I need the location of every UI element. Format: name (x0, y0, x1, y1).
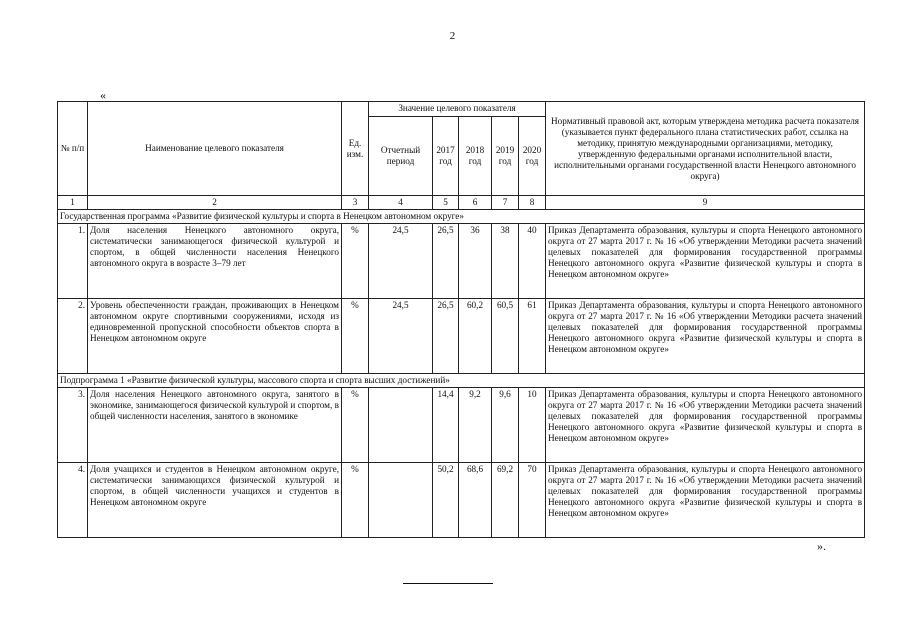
row-indicator-name: Доля населения Ненецкого автономного округа, занятого в экономике, занимающегося физической культурой и спортом, в общей численности населения, занятого в экономике (88, 388, 342, 463)
colnum-9: 9 (546, 196, 865, 210)
header-num: № п/п (58, 102, 88, 196)
row-2020-value: 70 (519, 463, 546, 538)
row-num: 2. (58, 299, 88, 374)
row-2019-value: 9,6 (492, 388, 519, 463)
row-unit: % (342, 388, 369, 463)
table-row (58, 463, 865, 538)
opening-quote: « (100, 88, 106, 102)
table-row (58, 299, 865, 374)
row-2018-value: 9,2 (459, 388, 492, 463)
row-2017-value: 26,5 (433, 299, 459, 374)
header-name: Наименование целевого показателя (88, 102, 342, 196)
target-indicators-table (57, 101, 865, 538)
row-legal-act: Приказ Департамента образования, культуры и спорта Ненецкого автономного округа от 27 марта 2017 г. № 16 «Об утверждении Методики расчета значений целевых показателей для формирования государственной программы Ненецкого автономного округа «Развитие физической культуры и спорта в Ненецком автономном округе» (546, 388, 865, 463)
header-2017: 2017 год (433, 117, 459, 196)
footer-divider (403, 583, 493, 584)
header-row-1 (58, 102, 865, 117)
row-report-value (369, 463, 433, 538)
row-legal-act: Приказ Департамента образования, культуры и спорта Ненецкого автономного округа от 27 марта 2017 г. № 16 «Об утверждении Методики расчета значений целевых показателей для формирования государственной программы Ненецкого автономного округа «Развитие физической культуры и спорта в Ненецком автономном округе» (546, 463, 865, 538)
table-row (58, 388, 865, 463)
row-report-value: 24,5 (369, 224, 433, 299)
section-title-subprogram: Подпрограмма 1 «Развитие физической культуры, массового спорта и спорта высших достижений» (58, 374, 865, 388)
page-number: 2 (449, 30, 456, 42)
row-unit: % (342, 299, 369, 374)
row-unit: % (342, 224, 369, 299)
header-legal-act: Нормативный правовой акт, которым утверждена методика расчета показателя (указывается пункт федерального плана статистических работ, ссылка на методику, принятую международными организациями, методику, утвержденную федеральными органами исполнительной власти, исполнительными органами государственной власти Ненецкого автономного округа) (546, 102, 865, 196)
colnum-8: 8 (519, 196, 546, 210)
row-2019-value: 38 (492, 224, 519, 299)
table-row (58, 224, 865, 299)
colnum-6: 6 (459, 196, 492, 210)
row-legal-act: Приказ Департамента образования, культуры и спорта Ненецкого автономного округа от 27 марта 2017 г. № 16 «Об утверждении Методики расчета значений целевых показателей для формирования государственной программы Ненецкого автономного округа «Развитие физической культуры и спорта в Ненецком автономном округе» (546, 299, 865, 374)
row-2018-value: 36 (459, 224, 492, 299)
colnum-4: 4 (369, 196, 433, 210)
colnum-7: 7 (492, 196, 519, 210)
row-2020-value: 40 (519, 224, 546, 299)
header-unit: Ед. изм. (342, 102, 369, 196)
row-2020-value: 61 (519, 299, 546, 374)
column-number-row (58, 196, 865, 210)
row-unit: % (342, 463, 369, 538)
header-2020: 2020 год (519, 117, 546, 196)
row-2019-value: 69,2 (492, 463, 519, 538)
row-2018-value: 60,2 (459, 299, 492, 374)
row-2018-value: 68,6 (459, 463, 492, 538)
row-2019-value: 60,5 (492, 299, 519, 374)
header-2018: 2018 год (459, 117, 492, 196)
header-report-period: Отчетный период (369, 117, 433, 196)
row-num: 1. (58, 224, 88, 299)
section-title-program: Государственная программа «Развитие физической культуры и спорта в Ненецком автономном округе» (58, 210, 865, 224)
row-num: 4. (58, 463, 88, 538)
row-indicator-name: Доля населения Ненецкого автономного округа, систематически занимающегося физической культурой и спортом, в общей численности населения Ненецкого автономного округа в возрасте 3–79 лет (88, 224, 342, 299)
row-report-value: 24,5 (369, 299, 433, 374)
row-2020-value: 10 (519, 388, 546, 463)
row-num: 3. (58, 388, 88, 463)
closing-quote: ». (817, 539, 826, 553)
row-2017-value: 50,2 (433, 463, 459, 538)
row-indicator-name: Доля учащихся и студентов в Ненецком автономном округе, систематически занимающихся физической культурой и спортом, в общей численности учащихся и студентов в Ненецком автономном округе (88, 463, 342, 538)
row-2017-value: 14,4 (433, 388, 459, 463)
colnum-3: 3 (342, 196, 369, 210)
row-legal-act: Приказ Департамента образования, культуры и спорта Ненецкого автономного округа от 27 марта 2017 г. № 16 «Об утверждении Методики расчета значений целевых показателей для формирования государственной программы Ненецкого автономного округа «Развитие физической культуры и спорта в Ненецком автономном округе» (546, 224, 865, 299)
colnum-1: 1 (58, 196, 88, 210)
row-2017-value: 26,5 (433, 224, 459, 299)
colnum-5: 5 (433, 196, 459, 210)
section-row (58, 210, 865, 224)
header-value-group: Значение целевого показателя (369, 102, 546, 117)
colnum-2: 2 (88, 196, 342, 210)
row-report-value (369, 388, 433, 463)
header-2019: 2019 год (492, 117, 519, 196)
row-indicator-name: Уровень обеспеченности граждан, проживающих в Ненецком автономном округе спортивными сооружениями, исходя из единовременной пропускной способности объектов спорта в Ненецком автономном округе (88, 299, 342, 374)
section-row (58, 374, 865, 388)
